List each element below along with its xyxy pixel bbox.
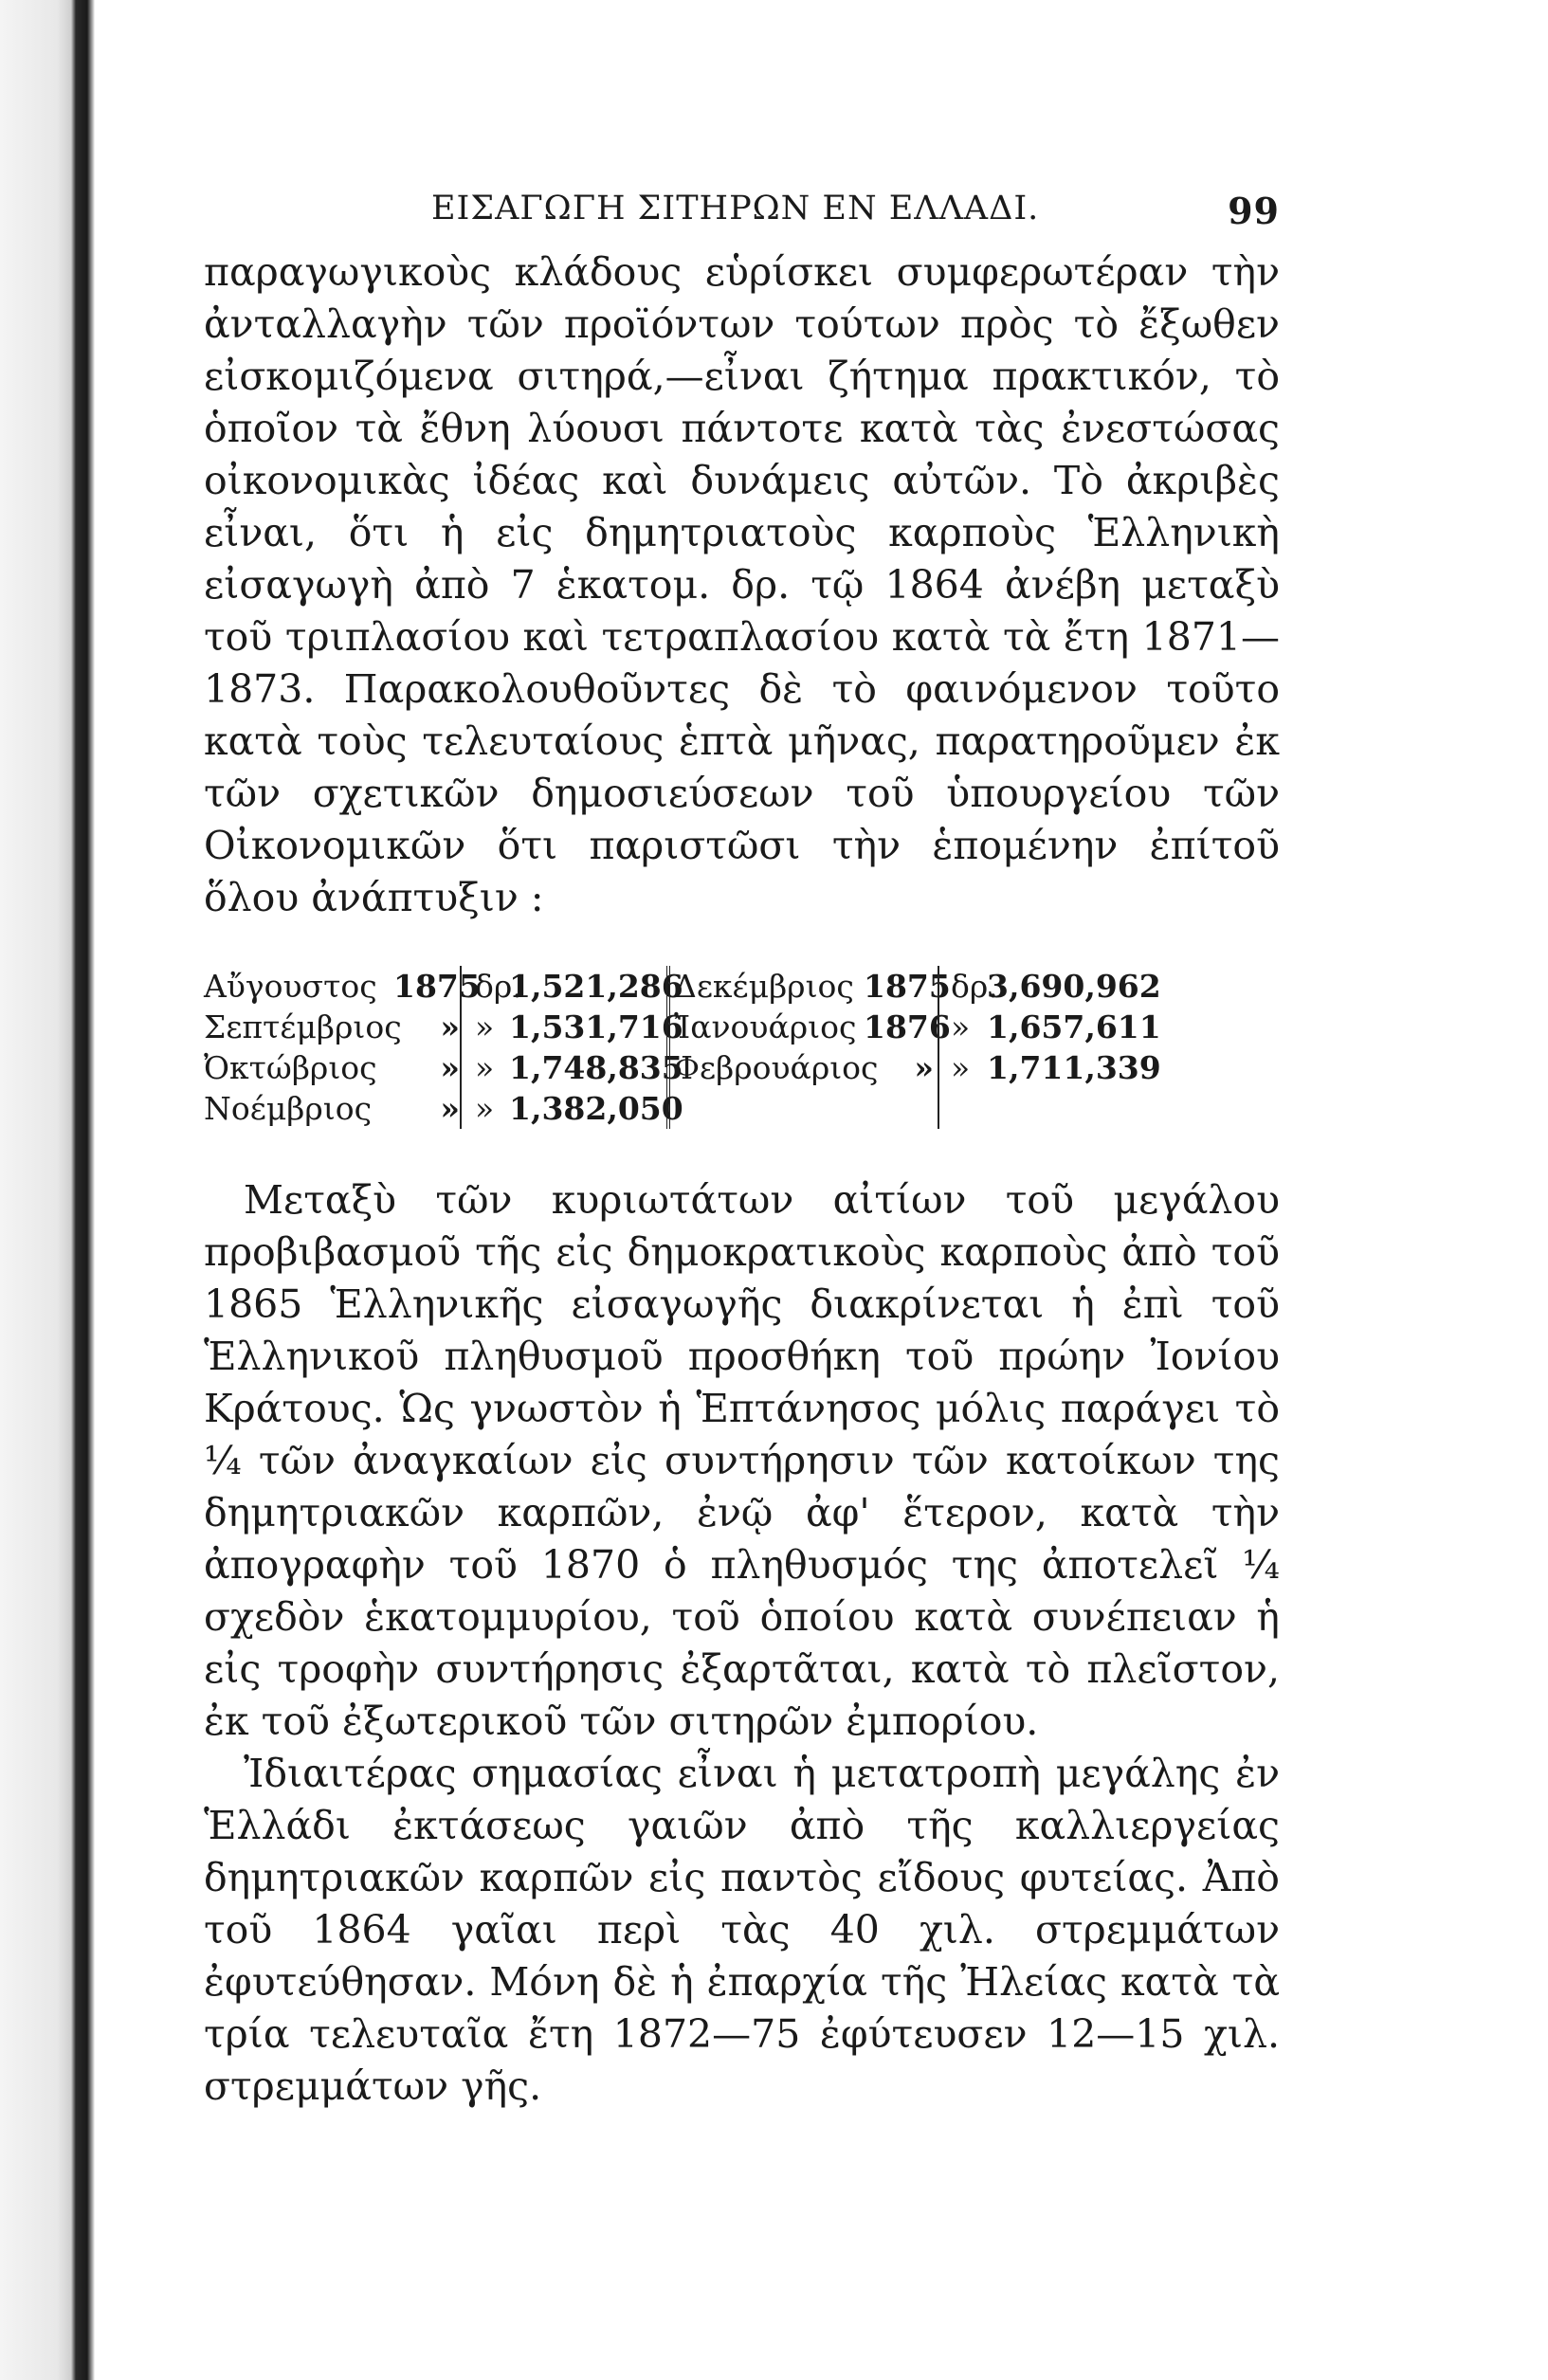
value-cell: 1,382,050 [509,1090,683,1127]
paragraph-3: Ἰδιαιτέρας σημασίας εἶναι ἡ μετατροπὴ μεγάλης ἐν Ἑλλάδι ἐκτάσεως γαιῶν ἀπὸ τῆς καλλιεργείας δημητριακῶν καρπῶν εἰς παντὸς εἴδους φυτείας. Ἀπὸ τοῦ 1864 γαῖαι περὶ τὰς 40 χιλ. στρεμμάτων ἐφυτεύθησαν. Μόνη δὲ ἡ ἐπαρχία τῆς Ἠλείας κατὰ τὰ τρία τελευταῖα ἔτη 1872—75 ἐφύτευσεν 12—15 χιλ. στρεμμάτων γῆς. [204,1751,1280,2109]
unit-label: δρ. [475,968,522,1005]
running-title: ΕΙΣΑΓΩΓΗ ΣΙΤΗΡΩΝ ΕΝ ΕΛΛΑΔΙ. [431,190,1040,227]
right-year-column [864,966,951,1129]
unit-label: δρ. [951,968,998,1005]
left-month-column [204,966,402,1129]
right-value-column [987,966,1161,1129]
value-cell: 1,748,835 [509,1049,683,1086]
month-label: Σεπτέμβριος [204,1008,402,1045]
month-label: Φεβρουάριος [674,1049,879,1086]
unit-label: » [475,1049,495,1086]
year-label: 1875 [864,968,951,1005]
unit-label: » [475,1008,495,1045]
left-unit-column [460,966,522,1129]
unit-label: » [951,1049,971,1086]
year-label: 1875 [393,968,481,1005]
paragraph-1: παραγωγικοὺς κλάδους εὑρίσκει συμφερωτέραν τὴν ἀνταλλαγὴν τῶν προϊόντων τούτων πρὸς τὸ ἔξωθεν εἰσκομιζόμενα σιτηρά,—εἶναι ζήτημα πρακτικόν, τὸ ὁποῖον τὰ ἔθνη λύουσι πάντοτε κατὰ τὰς ἐνεστώσας οἰκονομικὰς ἰδέας καὶ δυνάμεις αὐτῶν. Τὸ ἀκριβὲς εἶναι, ὅτι ἡ εἰς δημητριατοὺς καρποὺς Ἑλληνικὴ εἰσαγωγὴ ἀπὸ 7 ἑκατομ. δρ. τῷ 1864 ἀνέβη μεταξὺ τοῦ τριπλασίου καὶ τετραπλασίου κατὰ τὰ ἔτη 1871—1873. Παρακολουθοῦντες δὲ τὸ φαινόμενον τοῦτο κατὰ τοὺς τελευταίους ἑπτὰ μῆνας, παρατηροῦμεν ἐκ τῶν σχετικῶν δημοσιεύσεων τοῦ ὑπουργείου τῶν Οἰκονομικῶν ὅτι παριστῶσι τὴν ἑπομένην ἐπίτοῦ ὅλου ἀνάπτυξιν : [204,249,1280,920]
value-cell: 1,657,611 [987,1008,1161,1045]
year-label: 1876 [864,1008,951,1045]
year-label: » [440,1049,460,1086]
page-number: 99 [1228,190,1280,232]
unit-label: » [475,1090,495,1127]
month-label: Ὀκτώβριος [204,1049,377,1086]
page-header [204,190,1280,246]
value-cell: 1,531,716 [509,1008,683,1045]
body-text-continued [204,1174,1280,2113]
month-label: Αὔγουστος [204,968,377,1005]
year-label: » [914,1049,934,1086]
year-label: » [440,1008,460,1045]
value-cell: 1,521,286 [509,968,683,1005]
value-cell: 1,711,339 [987,1049,1161,1086]
unit-label: » [951,1008,971,1045]
paragraph-2: Μεταξὺ τῶν κυριωτάτων αἰτίων τοῦ μεγάλου προβιβασμοῦ τῆς εἰς δημοκρατικοὺς καρποὺς ἀπὸ τοῦ 1865 Ἑλληνικῆς εἰσαγωγῆς διακρίνεται ἡ ἐπὶ τοῦ Ἑλληνικοῦ πληθυσμοῦ προσθήκη τοῦ πρώην Ἰονίου Κράτους. Ὡς γνωστὸν ἡ Ἑπτάνησος μόλις παράγει τὸ ¼ τῶν ἀναγκαίων εἰς συντήρησιν τῶν κατοίκων της δημητριακῶν καρπῶν, ἐνῷ ἀφ' ἕτερον, κατὰ τὴν ἀπογραφὴν τοῦ 1870 ὁ πληθυσμός της ἀποτελεῖ ¼ σχεδὸν ἑκατομμυρίου, τοῦ ὁποίου κατὰ συνέπειαν ἡ εἰς τροφὴν συντήρησις ἐξαρτᾶται, κατὰ τὸ πλεῖστον, ἐκ τοῦ ἐξωτερικοῦ τῶν σιτηρῶν ἐμπορίου. [204,1177,1280,1744]
month-label: Νοέμβριος [204,1090,373,1127]
left-value-column [509,966,683,1129]
body-text [204,246,1280,924]
left-year-column [393,966,481,1129]
book-page [204,190,1280,2113]
right-month-column [670,966,879,1129]
import-statistics-table [204,966,1280,1129]
month-label: Δεκέμβριος [674,968,854,1005]
book-binding-edge [0,0,95,2380]
value-cell: 3,690,962 [987,968,1161,1005]
month-label: Ἰανουάριος [674,1008,857,1045]
right-unit-column [938,966,998,1129]
year-label: » [440,1090,460,1127]
